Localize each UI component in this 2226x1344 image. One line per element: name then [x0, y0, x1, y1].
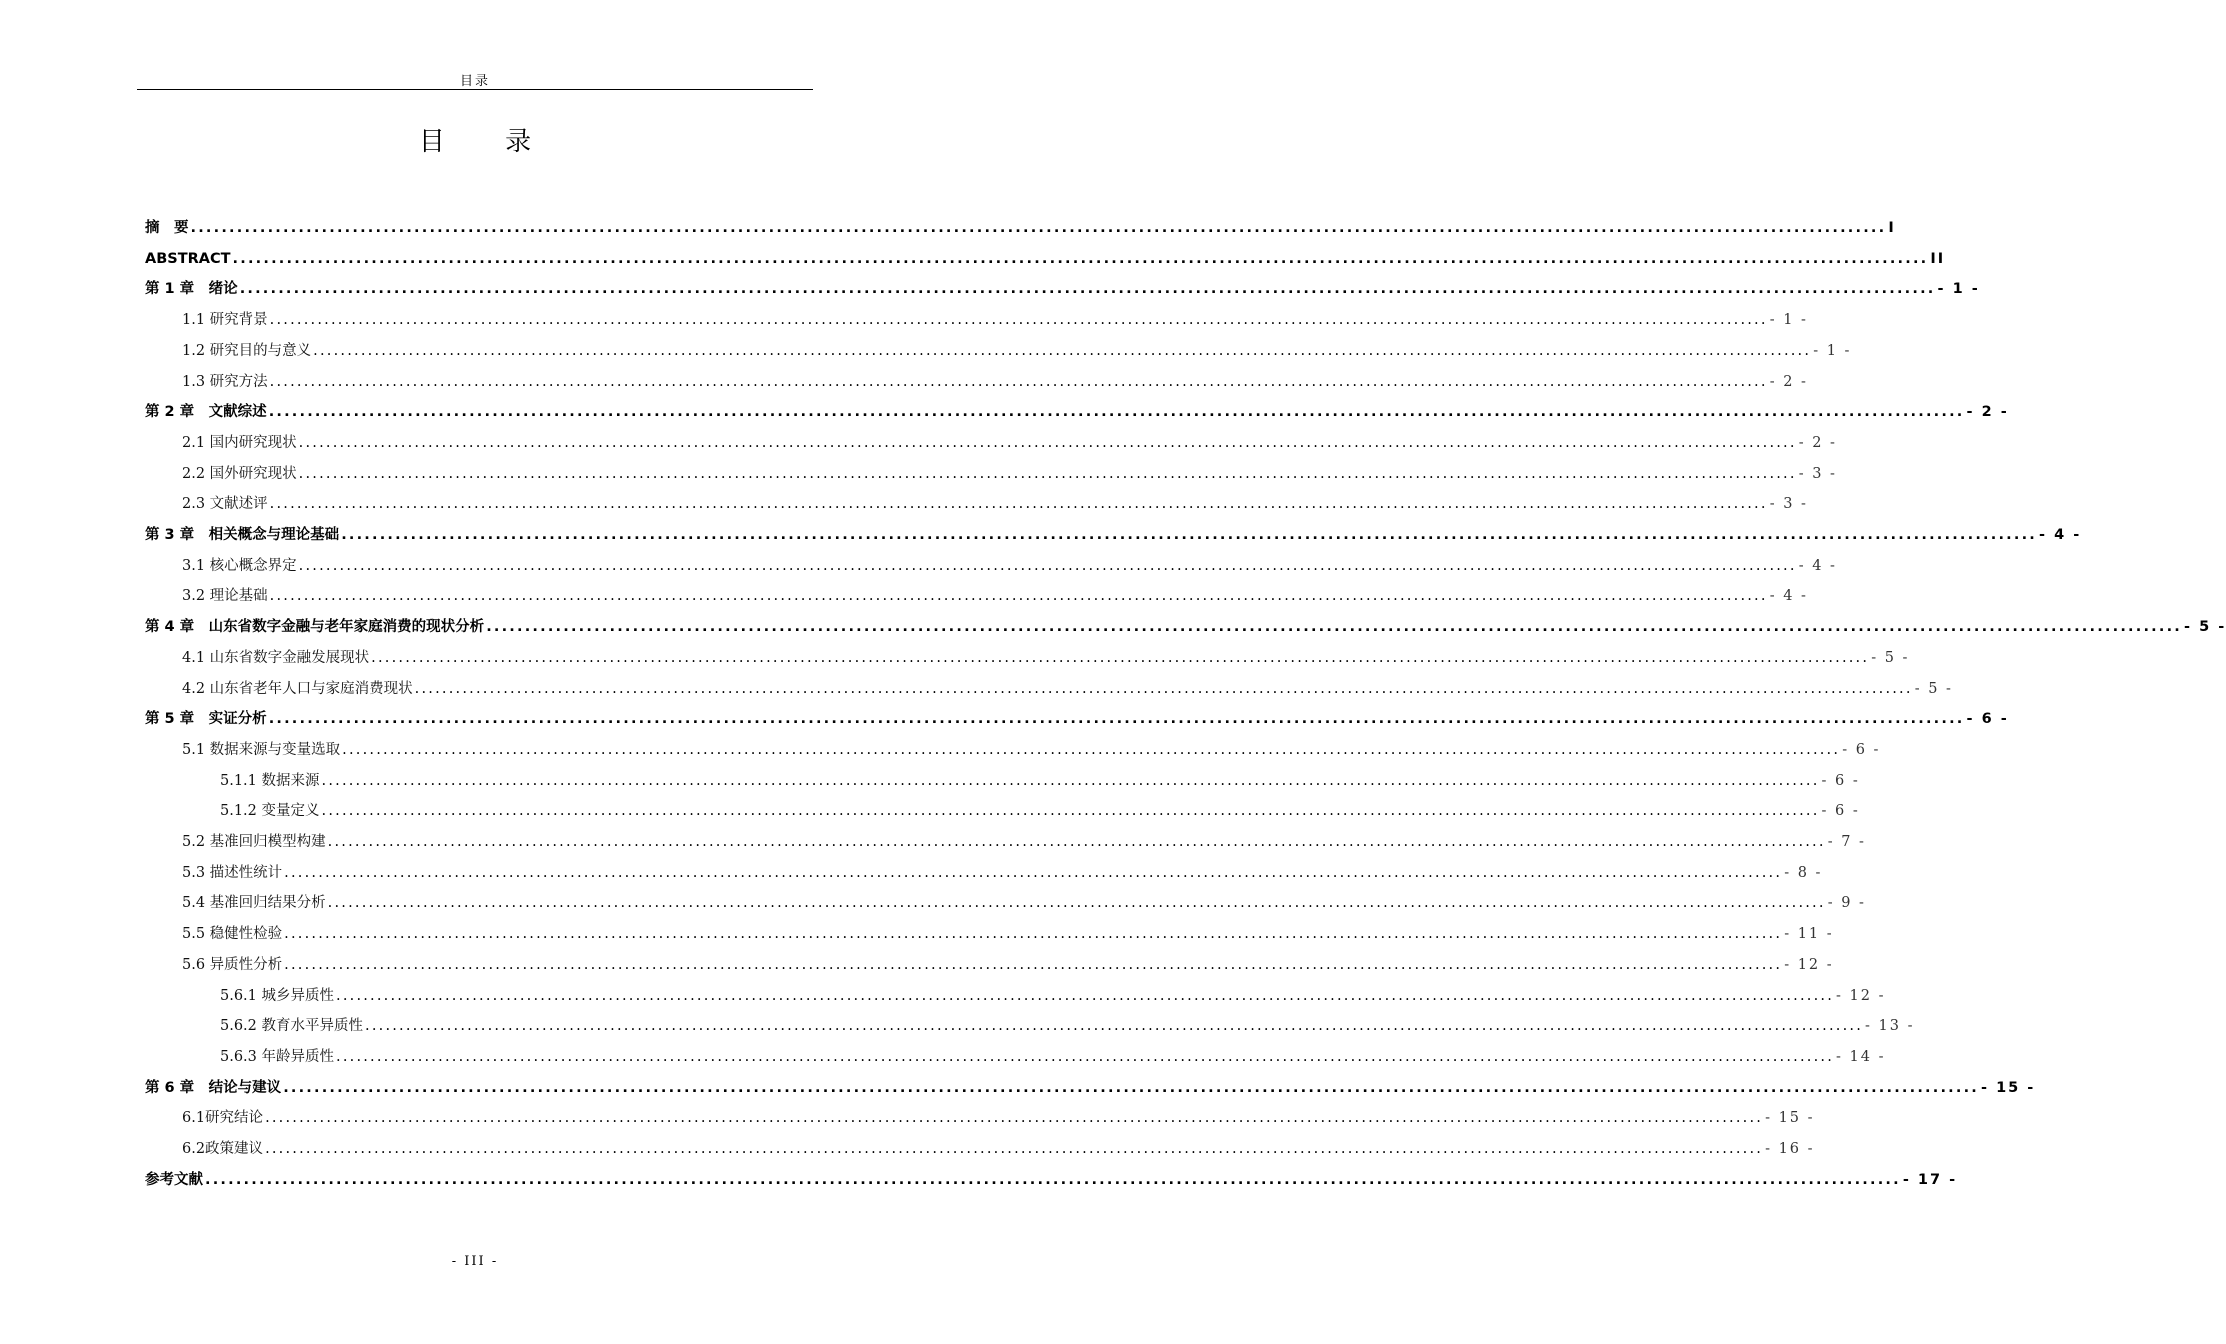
- toc-entry[interactable]: [220, 1008, 1915, 1036]
- toc-entry-page: - 4 -: [2039, 527, 2082, 543]
- toc-entry[interactable]: [145, 1070, 2036, 1098]
- toc-entry[interactable]: [182, 824, 1866, 852]
- toc-dot-leader: ............................................................................................................................................................................................................................: [321, 772, 1820, 789]
- toc-entry-label: 5.3 描述性统计: [182, 864, 283, 881]
- toc-dot-leader: ............................................................................................................................................................................................................................: [269, 496, 1768, 513]
- toc-dot-leader: ............................................................................................................................................................................................................................: [414, 680, 1913, 697]
- toc-entry[interactable]: [220, 1039, 1886, 1067]
- toc-dot-leader: ............................................................................................................................................................................................................................: [336, 987, 1835, 1004]
- running-header: 目录: [459, 74, 490, 89]
- toc-entry-page: - 4 -: [1769, 588, 1808, 605]
- toc-entry-page: - 17 -: [1902, 1171, 1958, 1188]
- toc-entry[interactable]: [182, 1100, 1815, 1128]
- toc-entry-page: - 6 -: [1842, 741, 1881, 758]
- toc-dot-leader: ............................................................................................................................................................................................................................: [269, 373, 1768, 390]
- toc-entry-page: - 6 -: [1966, 711, 2009, 728]
- toc-dot-leader: ............................................................................................................................................................................................................................: [239, 281, 1936, 298]
- toc-entry[interactable]: [145, 701, 2009, 729]
- toc-entry-label: 3.1 核心概念界定: [182, 557, 297, 574]
- toc-entry-page: - 6 -: [1821, 803, 1860, 820]
- toc-entry[interactable]: [182, 885, 1866, 913]
- toc-entry-label: 第 3 章 相关概念与理论基础: [145, 527, 340, 543]
- toc-entry-page: - 15 -: [1765, 1110, 1815, 1127]
- toc-entry-label: 1.3 研究方法: [182, 373, 268, 390]
- toc-entry-page: - 14 -: [1836, 1048, 1886, 1065]
- header-rule: [137, 89, 813, 90]
- toc-entry-label: 5.1 数据来源与变量选取: [182, 741, 341, 758]
- toc-entry-label: 5.6.3 年龄异质性: [220, 1048, 335, 1065]
- toc-entry-page: I: [1888, 220, 1896, 236]
- toc-entry[interactable]: [182, 548, 1837, 576]
- toc-dot-leader: ............................................................................................................................................................................................................................: [342, 741, 1841, 758]
- toc-entry-page: - 3 -: [1769, 496, 1808, 513]
- toc-entry-label: 2.1 国内研究现状: [182, 434, 297, 451]
- toc-entry-label: ABSTRACT: [145, 250, 231, 267]
- toc-entry-label: 1.1 研究背景: [182, 312, 268, 329]
- toc-entry[interactable]: [182, 456, 1837, 484]
- toc-entry[interactable]: [145, 210, 1896, 238]
- toc-entry-page: - 7 -: [1827, 834, 1866, 850]
- toc-entry[interactable]: [182, 333, 1852, 361]
- toc-entry-page: - 5 -: [2184, 619, 2226, 636]
- toc-entry-label: 5.6.2 教育水平异质性: [220, 1018, 364, 1035]
- toc-entry-label: 5.5 稳健性检验: [182, 926, 283, 943]
- toc-dot-leader: ............................................................................................................................................................................................................................: [327, 834, 1826, 850]
- toc-entry[interactable]: [220, 763, 1860, 791]
- toc-dot-leader: ............................................................................................................................................................................................................................: [313, 342, 1812, 359]
- toc-entry-label: 5.4 基准回归结果分析: [182, 895, 326, 912]
- toc-entry-label: 5.1.2 变量定义: [220, 803, 320, 820]
- toc-dot-leader: ............................................................................................................................................................................................................................: [269, 312, 1768, 329]
- toc-dot-leader: ............................................................................................................................................................................................................................: [268, 711, 1965, 728]
- toc-entry-page: - 13 -: [1865, 1018, 1915, 1035]
- toc-dot-leader: ............................................................................................................................................................................................................................: [265, 1141, 1764, 1157]
- toc-dot-leader: ............................................................................................................................................................................................................................: [486, 619, 2183, 636]
- toc-dot-leader: ............................................................................................................................................................................................................................: [298, 465, 1797, 482]
- toc-dot-leader: ............................................................................................................................................................................................................................: [365, 1018, 1864, 1035]
- toc-entry[interactable]: [220, 793, 1860, 821]
- toc-entry-label: 5.6.1 城乡异质性: [220, 987, 335, 1004]
- toc-entry[interactable]: [182, 732, 1881, 760]
- toc-entry-label: 第 1 章 绪论: [145, 281, 238, 298]
- toc-entry-label: 第 6 章 结论与建议: [145, 1079, 282, 1096]
- toc-entry-page: - 5 -: [1871, 649, 1910, 666]
- toc-entry-label: 4.2 山东省老年人口与家庭消费现状: [182, 680, 413, 697]
- toc-entry-label: 5.1.1 数据来源: [220, 772, 320, 789]
- toc-entry-page: - 15 -: [1981, 1079, 2036, 1096]
- toc-entry-page: - 1 -: [1769, 312, 1808, 329]
- toc-entry-page: - 4 -: [1798, 557, 1837, 574]
- toc-entry[interactable]: [145, 517, 2082, 545]
- toc-entry[interactable]: [182, 486, 1808, 514]
- toc-dot-leader: ............................................................................................................................................................................................................................: [269, 588, 1768, 605]
- toc-entry-page: - 8 -: [1784, 864, 1823, 881]
- toc-dot-leader: ............................................................................................................................................................................................................................: [268, 404, 1965, 421]
- toc-entry[interactable]: [145, 241, 1946, 269]
- toc-dot-leader: ............................................................................................................................................................................................................................: [283, 1079, 1980, 1096]
- toc-entry[interactable]: [182, 640, 1910, 668]
- toc-dot-leader: ............................................................................................................................................................................................................................: [232, 250, 1929, 267]
- toc-entry-label: 5.2 基准回归模型构建: [182, 834, 326, 850]
- toc-entry-page: - 12 -: [1784, 956, 1834, 973]
- toc-entry[interactable]: [182, 364, 1808, 392]
- toc-entry-label: 5.6 异质性分析: [182, 956, 283, 973]
- toc-dot-leader: ............................................................................................................................................................................................................................: [336, 1048, 1835, 1065]
- toc-dot-leader: ............................................................................................................................................................................................................................: [327, 895, 1826, 912]
- toc-entry-label: 2.3 文献述评: [182, 496, 268, 513]
- toc-entry[interactable]: [182, 302, 1808, 330]
- toc-entry-page: - 3 -: [1798, 465, 1837, 482]
- toc-dot-leader: ............................................................................................................................................................................................................................: [190, 220, 1887, 236]
- toc-dot-leader: ............................................................................................................................................................................................................................: [298, 557, 1797, 574]
- toc-entry-page: - 1 -: [1937, 281, 1980, 298]
- toc-entry[interactable]: [145, 271, 1980, 299]
- toc-entry[interactable]: [182, 671, 1953, 699]
- toc-entry[interactable]: [182, 425, 1837, 453]
- toc-dot-leader: ............................................................................................................................................................................................................................: [205, 1171, 1901, 1188]
- toc-entry[interactable]: [145, 609, 2226, 637]
- toc-entry[interactable]: [182, 947, 1834, 975]
- toc-entry-page: - 2 -: [1769, 373, 1808, 390]
- toc-entry[interactable]: [182, 855, 1823, 883]
- toc-entry-page: - 2 -: [1798, 434, 1837, 451]
- toc-entry-label: 摘 要: [145, 220, 189, 236]
- toc-entry[interactable]: [182, 578, 1808, 606]
- toc-entry-page: - 1 -: [1813, 342, 1852, 359]
- toc-entry-page: II: [1930, 250, 1946, 267]
- toc-entry-label: 第 5 章 实证分析: [145, 711, 267, 728]
- toc-dot-leader: ............................................................................................................................................................................................................................: [298, 434, 1797, 451]
- toc-dot-leader: ............................................................................................................................................................................................................................: [284, 956, 1783, 973]
- toc-dot-leader: ............................................................................................................................................................................................................................: [284, 926, 1783, 943]
- footer-page-number: - III -: [451, 1254, 499, 1269]
- toc-entry[interactable]: [220, 978, 1886, 1006]
- toc-entry[interactable]: [145, 394, 2009, 422]
- toc-entry-label: 1.2 研究目的与意义: [182, 342, 312, 359]
- toc-entry[interactable]: [182, 916, 1834, 944]
- toc-entry-label: 2.2 国外研究现状: [182, 465, 297, 482]
- page-title: 目 录: [418, 127, 558, 157]
- toc-dot-leader: ............................................................................................................................................................................................................................: [321, 803, 1820, 820]
- toc-dot-leader: ............................................................................................................................................................................................................................: [284, 864, 1783, 881]
- toc-dot-leader: ............................................................................................................................................................................................................................: [341, 527, 2038, 543]
- toc-entry[interactable]: [145, 1162, 1958, 1190]
- toc-entry-page: - 5 -: [1914, 680, 1953, 697]
- toc-entry-label: 第 2 章 文献综述: [145, 404, 267, 421]
- toc-entry-label: 6.2政策建议: [182, 1141, 264, 1157]
- toc-entry-page: - 2 -: [1966, 404, 2009, 421]
- toc-entry-label: 3.2 理论基础: [182, 588, 268, 605]
- toc-entry-label: 6.1研究结论: [182, 1110, 264, 1127]
- toc-entry-label: 参考文献: [145, 1171, 203, 1188]
- toc-entry-page: - 9 -: [1827, 895, 1866, 912]
- toc-entry-label: 4.1 山东省数字金融发展现状: [182, 649, 370, 666]
- toc-entry[interactable]: [182, 1131, 1815, 1159]
- toc-entry-page: - 12 -: [1836, 987, 1886, 1004]
- toc-entry-page: - 6 -: [1821, 772, 1860, 789]
- toc-entry-page: - 11 -: [1784, 926, 1834, 943]
- toc-dot-leader: ............................................................................................................................................................................................................................: [265, 1110, 1764, 1127]
- toc-entry-page: - 16 -: [1765, 1141, 1815, 1157]
- toc-dot-leader: ............................................................................................................................................................................................................................: [371, 649, 1870, 666]
- toc-entry-label: 第 4 章 山东省数字金融与老年家庭消费的现状分析: [145, 619, 485, 636]
